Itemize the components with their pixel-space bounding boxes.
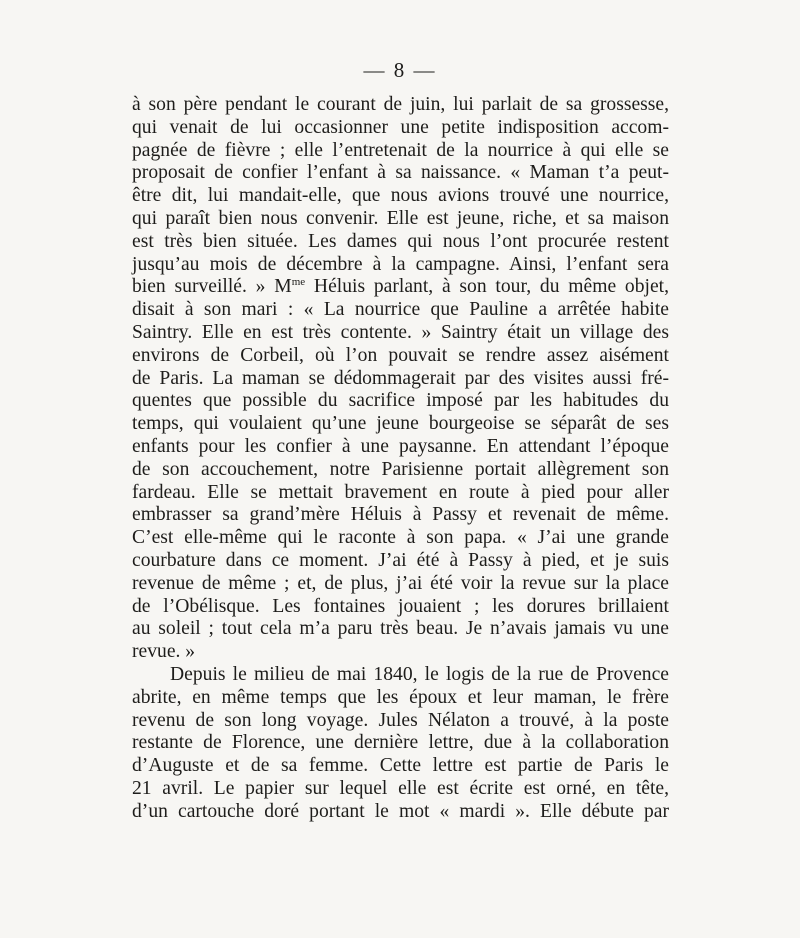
text-line: de Paris. La maman se dédommagerait par des visites aussi fré-: [132, 367, 669, 389]
text-line: proposait de confier l’enfant à sa naissance. « Maman t’a peut-: [132, 162, 669, 184]
text-line: temps, qui voulaient qu’une jeune bourgeoise se séparât de ses: [132, 413, 669, 435]
text-line: revenu de son long voyage. Jules Nélaton a trouvé, à la poste: [132, 709, 669, 731]
text-line: jusqu’au mois de décembre à la campagne. Ainsi, l’enfant sera: [132, 253, 669, 275]
text-line: au soleil ; tout cela m’a paru très beau. Je n’avais jamais vu une: [132, 618, 669, 640]
text-line: revue. »: [132, 641, 196, 663]
text-line: courbature dans ce moment. J’ai été à Passy à pied, et je suis: [132, 549, 669, 571]
text-line: enfants pour les confier à une paysanne. En attendant l’époque: [132, 435, 669, 457]
text-line: à son père pendant le courant de juin, lui parlait de sa grossesse,: [132, 94, 669, 115]
text-line: embrasser sa grand’mère Héluis à Passy et revenait de même.: [132, 504, 669, 526]
text-line: revenue de même ; et, de plus, j’ai été voir la revue sur la place: [132, 572, 669, 594]
text-line: d’Auguste et de sa femme. Cette lettre est partie de Paris le: [132, 755, 669, 777]
text-line: qui venait de lui occasionner une petite indisposition accom-: [132, 116, 669, 138]
text-line: fardeau. Elle se mettait bravement en route à pied pour aller: [132, 481, 669, 503]
text-line: disait à son mari : « La nourrice que Pauline a arrêtée habite: [132, 299, 669, 321]
text-line: est très bien située. Les dames qui nous l’ont procurée restent: [132, 230, 669, 252]
body-text: [132, 94, 669, 824]
text-line: abrite, en même temps que les époux et leur maman, le frère: [132, 686, 669, 708]
text-line: bien surveillé. » $M^{me}$ Héluis parlant, à son tour, du même objet,: [132, 276, 670, 298]
text-line: 21 avril. Le papier sur lequel elle est écrite est orné, en tête,: [132, 777, 669, 799]
page-number: — 8 —: [363, 58, 437, 82]
text-line: de l’Obélisque. Les fontaines jouaient ; les dorures brillaient: [132, 595, 669, 617]
text-line: quentes que possible du sacrifice imposé par les habitudes du: [132, 390, 669, 412]
text-line: C’est elle-même qui le raconte à son papa. « J’ai une grande: [132, 527, 669, 549]
text-line: de son accouchement, notre Parisienne portait allègrement son: [132, 458, 669, 480]
text-line: être dit, lui mandait-elle, que nous avions trouvé une nourrice,: [132, 185, 669, 207]
paragraph-start-line: Depuis le milieu de mai 1840, le logis de la rue de Provence: [170, 663, 669, 685]
text-line: Saintry. Elle en est très contente. » Saintry était un village des: [132, 321, 669, 343]
text-line: pagnée de fièvre ; elle l’entretenait de la nourrice à qui elle se: [132, 139, 669, 161]
text-line: d’un cartouche doré portant le mot « mardi ». Elle débute par: [132, 800, 669, 822]
text-line: qui paraît bien nous convenir. Elle est jeune, riche, et sa maison: [132, 207, 669, 229]
text-line: restante de Florence, une dernière lettre, due à la collaboration: [132, 732, 669, 754]
text-line: environs de Corbeil, où l’on pouvait se rendre assez aisément: [132, 344, 669, 366]
abbreviation-superscript: me: [291, 276, 306, 289]
